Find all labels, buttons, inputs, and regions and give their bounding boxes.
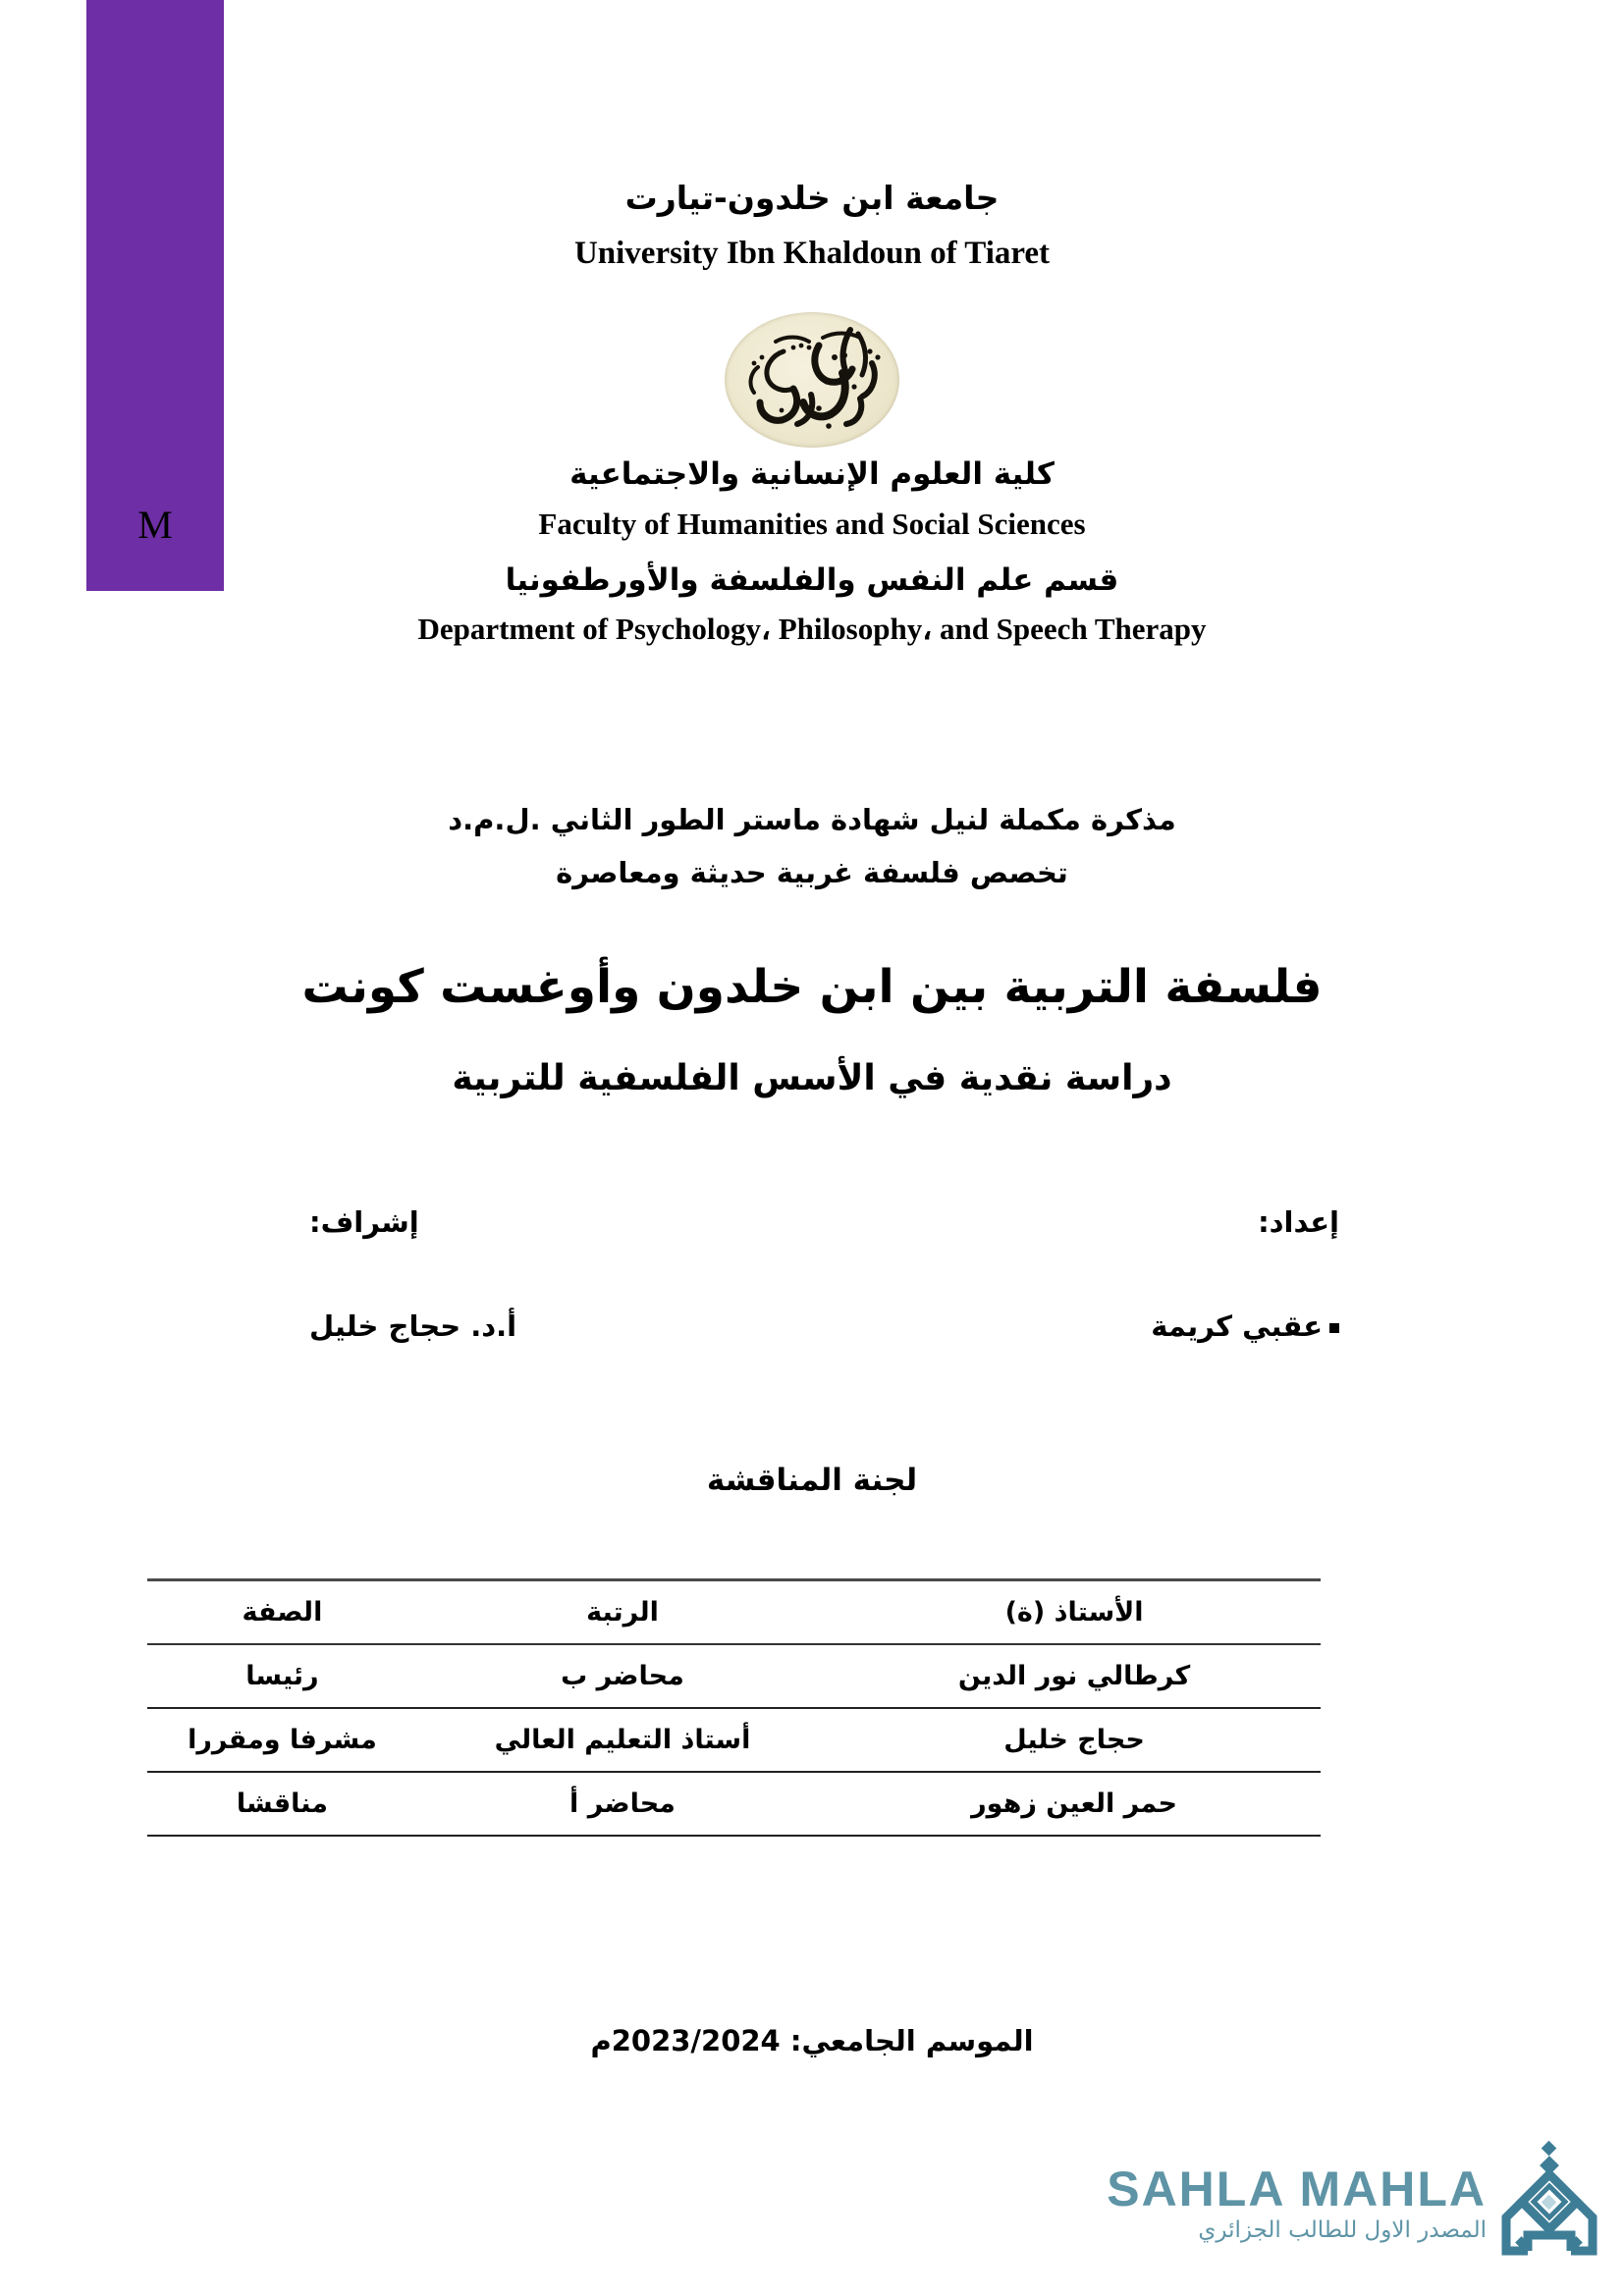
watermark-tagline: المصدر الاول للطالب الجزائري xyxy=(1198,2217,1487,2243)
committee-member-role: مشرفا ومقررا xyxy=(147,1708,417,1772)
watermark-brand: SAHLA MAHLA xyxy=(1107,2162,1487,2216)
committee-member-rank: محاضر أ xyxy=(417,1772,828,1836)
thesis-title: فلسفة التربية بين ابن خلدون وأوغست كونت xyxy=(301,960,1323,1014)
committee-heading: لجنة المناقشة xyxy=(706,1463,918,1498)
university-seal-container xyxy=(0,306,1624,454)
diamond-ornament-logo-icon xyxy=(1494,2141,1602,2267)
committee-member-name: حجاج خليل xyxy=(828,1708,1321,1772)
contributors-names-row xyxy=(0,1309,1624,1343)
side-tab-letter: M xyxy=(137,503,173,547)
committee-member-name: كرطالي نور الدين xyxy=(828,1644,1321,1708)
faculty-name-english: Faculty of Humanities and Social Sciences xyxy=(538,507,1086,541)
academic-year: الموسم الجامعي: 2023/2024م xyxy=(590,2024,1034,2057)
committee-table xyxy=(147,1578,1321,1837)
author-name-wrapper xyxy=(1151,1309,1339,1343)
supervisor-label: إشراف: xyxy=(309,1205,419,1239)
university-seal-icon xyxy=(725,312,899,448)
thesis-subtitle: دراسة نقدية في الأسس الفلسفية للتربية xyxy=(452,1058,1172,1098)
university-name-arabic: جامعة ابن خلدون-تيارت xyxy=(624,179,1000,217)
university-name-english: University Ibn Khaldoun of Tiaret xyxy=(573,236,1051,271)
department-name-arabic: قسم علم النفس والفلسفة والأورطفونيا xyxy=(505,562,1119,598)
column-header-role: الصفة xyxy=(147,1580,417,1645)
table-row xyxy=(147,1708,1321,1772)
committee-member-rank: محاضر ب xyxy=(417,1644,828,1708)
degree-statement-line2: تخصص فلسفة غربية حديثة ومعاصرة xyxy=(556,856,1068,889)
author-label: إعداد: xyxy=(1258,1205,1339,1239)
column-header-rank: الرتبة xyxy=(417,1580,828,1645)
table-row xyxy=(147,1772,1321,1836)
column-header-professor: الأستاذ (ة) xyxy=(828,1580,1321,1645)
sahla-mahla-watermark xyxy=(1107,2141,1602,2267)
committee-member-role: رئيسا xyxy=(147,1644,417,1708)
committee-member-rank: أستاذ التعليم العالي xyxy=(417,1708,828,1772)
supervisor-name: أ.د. حجاج خليل xyxy=(309,1309,517,1343)
committee-member-role: مناقشا xyxy=(147,1772,417,1836)
department-name-english: Department of Psychology، Philosophy، and Speech Therapy xyxy=(417,612,1207,646)
square-bullet-icon xyxy=(1329,1323,1339,1333)
watermark-text-block xyxy=(1107,2164,1487,2243)
author-name: عقبي كريمة xyxy=(1151,1309,1323,1343)
faculty-name-arabic: كلية العلوم الإنسانية والاجتماعية xyxy=(569,456,1055,492)
degree-statement-line1: مذكرة مكملة لنيل شهادة ماستر الطور الثاني .ل.م.د xyxy=(448,803,1176,836)
committee-member-name: حمر العين زهور xyxy=(828,1772,1321,1836)
table-header-row xyxy=(147,1580,1321,1645)
table-row xyxy=(147,1644,1321,1708)
contributors-labels-row xyxy=(0,1205,1624,1239)
